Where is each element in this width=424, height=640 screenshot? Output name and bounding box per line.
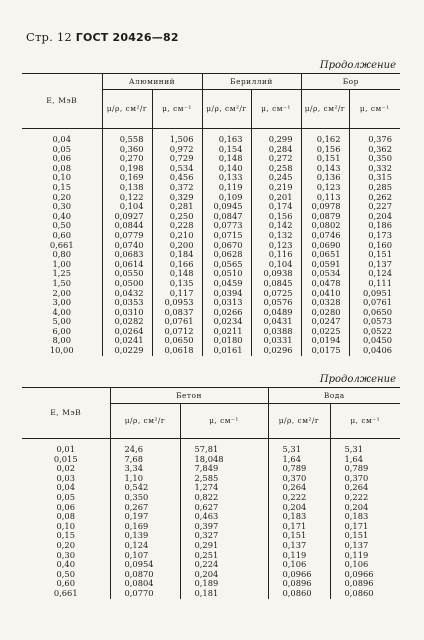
mass-coefficient-header: μ/ρ, см²/г	[301, 90, 349, 129]
value-cell: 0,107	[110, 551, 180, 561]
value-cell: 0,171	[268, 522, 330, 532]
value-cell: 0,0966	[268, 570, 330, 580]
energy-cell: 10,00	[49, 345, 74, 356]
energy-cell: 0,01	[56, 444, 75, 454]
table-row	[22, 308, 400, 318]
value-cell: 0,139	[110, 531, 180, 541]
value-cell: 0,251	[180, 551, 268, 561]
material-header-concrete: Бетон	[110, 388, 268, 404]
page-number: Стр. 12	[26, 30, 72, 44]
value-cell: 0,0264	[102, 327, 152, 337]
value-cell: 0,136	[301, 173, 349, 183]
energy-cell: 2,00	[52, 287, 71, 298]
value-cell: 0,463	[180, 512, 268, 522]
energy-cell: 0,08	[56, 511, 75, 522]
value-cell: 0,204	[330, 503, 400, 513]
value-cell: 0,162	[301, 135, 349, 145]
value-cell: 0,137	[330, 541, 400, 551]
value-cell: 0,315	[349, 173, 400, 183]
table-row	[22, 317, 400, 327]
value-cell: 0,116	[251, 250, 301, 260]
value-cell: 0,281	[152, 202, 202, 212]
value-cell: 0,0510	[202, 269, 251, 279]
linear-coefficient-header: μ, см⁻¹	[330, 404, 400, 439]
energy-cell: 0,05	[56, 491, 75, 502]
value-cell: 0,0353	[102, 298, 152, 308]
value-cell: 0,184	[152, 250, 202, 260]
material-header-water: Вода	[268, 388, 400, 404]
value-cell: 0,0280	[301, 308, 349, 318]
value-cell: 0,329	[152, 193, 202, 203]
energy-cell: 0,08	[52, 162, 71, 173]
value-cell: 0,119	[330, 551, 400, 561]
energy-cell: 0,10	[52, 172, 71, 183]
value-cell: 0,822	[180, 493, 268, 503]
table-row	[22, 336, 400, 346]
energy-cell: 0,40	[56, 559, 75, 570]
value-cell: 0,0431	[251, 317, 301, 327]
value-cell: 0,285	[349, 183, 400, 193]
value-cell: 0,119	[268, 551, 330, 561]
value-cell: 0,397	[180, 522, 268, 532]
value-cell: 0,104	[102, 202, 152, 212]
energy-cell: 0,20	[56, 539, 75, 550]
value-cell: 0,0229	[102, 346, 152, 356]
value-cell: 5,31	[268, 445, 330, 455]
value-cell: 0,0927	[102, 212, 152, 222]
value-cell: 0,0690	[301, 241, 349, 251]
material-header-boron: Бор	[301, 74, 400, 90]
value-cell: 0,166	[152, 260, 202, 270]
material-header-beryllium: Бериллий	[202, 74, 301, 90]
value-cell: 1,64	[268, 455, 330, 465]
table-row	[22, 164, 400, 174]
energy-cell: 0,04	[52, 134, 71, 144]
value-cell: 0,0175	[301, 346, 349, 356]
value-cell: 0,124	[349, 269, 400, 279]
value-cell: 0,0489	[251, 308, 301, 318]
value-cell: 0,534	[152, 164, 202, 174]
value-cell: 1,506	[152, 135, 202, 145]
energy-cell: 0,15	[52, 181, 71, 192]
value-cell: 0,250	[152, 212, 202, 222]
value-cell: 0,264	[330, 483, 400, 493]
value-cell: 5,31	[330, 445, 400, 455]
table-row	[22, 250, 400, 260]
value-cell: 0,151	[301, 154, 349, 164]
value-cell: 0,0945	[202, 202, 251, 212]
value-cell: 0,0860	[330, 589, 400, 599]
value-cell: 0,106	[268, 560, 330, 570]
value-cell: 57,81	[180, 445, 268, 455]
value-cell: 0,0225	[301, 327, 349, 337]
value-cell: 0,135	[152, 279, 202, 289]
table-row	[22, 202, 400, 212]
value-cell: 0,151	[349, 250, 400, 260]
energy-cell: 6,00	[52, 325, 71, 336]
value-cell: 0,0670	[202, 241, 251, 251]
value-cell: 0,204	[268, 503, 330, 513]
value-cell: 0,117	[152, 289, 202, 299]
value-cell: 0,171	[330, 522, 400, 532]
value-cell: 0,183	[268, 512, 330, 522]
value-cell: 0,119	[202, 183, 251, 193]
value-cell: 0,0966	[330, 570, 400, 580]
energy-cell: 5,00	[52, 316, 71, 327]
mass-coefficient-header: μ/ρ, см²/г	[110, 404, 180, 439]
energy-cell: 0,015	[53, 453, 78, 464]
continuation-label: Продолжение	[319, 60, 396, 71]
value-cell: 0,228	[152, 221, 202, 231]
value-cell: 0,169	[102, 173, 152, 183]
value-cell: 0,0234	[202, 317, 251, 327]
value-cell: 0,156	[251, 212, 301, 222]
table-row	[22, 173, 400, 183]
energy-cell: 0,60	[52, 229, 71, 240]
value-cell: 0,291	[180, 541, 268, 551]
energy-cell: 0,10	[56, 520, 75, 531]
value-cell: 0,0844	[102, 221, 152, 231]
value-cell: 0,972	[152, 145, 202, 155]
value-cell: 0,299	[251, 135, 301, 145]
value-cell: 0,0266	[202, 308, 251, 318]
value-cell: 1,64	[330, 455, 400, 465]
value-cell: 0,0628	[202, 250, 251, 260]
value-cell: 0,350	[110, 493, 180, 503]
value-cell: 0,0211	[202, 327, 251, 337]
value-cell: 0,174	[251, 202, 301, 212]
energy-cell: 0,50	[56, 568, 75, 579]
value-cell: 0,0761	[152, 317, 202, 327]
value-cell: 0,183	[330, 512, 400, 522]
energy-cell: 3,00	[52, 297, 71, 308]
value-cell: 0,0459	[202, 279, 251, 289]
energy-cell: 0,50	[52, 220, 71, 231]
value-cell: 0,284	[251, 145, 301, 155]
value-cell: 0,0802	[301, 221, 349, 231]
table-row	[22, 212, 400, 222]
energy-cell: 0,04	[56, 482, 75, 493]
energy-cell: 1,25	[52, 268, 71, 279]
value-cell: 0,0241	[102, 336, 152, 346]
value-cell: 0,0938	[251, 269, 301, 279]
value-cell: 0,0410	[301, 289, 349, 299]
value-cell: 0,219	[251, 183, 301, 193]
mass-coefficient-header: μ/ρ, см²/г	[102, 90, 152, 129]
attenuation-table-concrete-water	[22, 387, 400, 599]
value-cell: 0,258	[251, 164, 301, 174]
table-row	[22, 279, 400, 289]
value-cell: 0,267	[110, 503, 180, 513]
value-cell: 0,224	[180, 560, 268, 570]
material-header-aluminium: Алюминий	[102, 74, 202, 90]
value-cell: 0,327	[180, 531, 268, 541]
table-row	[22, 589, 400, 599]
value-cell: 0,0534	[301, 269, 349, 279]
linear-coefficient-header: μ, см⁻¹	[251, 90, 301, 129]
table-row	[22, 183, 400, 193]
table-row	[22, 231, 400, 241]
value-cell: 0,0576	[251, 298, 301, 308]
value-cell: 0,222	[330, 493, 400, 503]
value-cell: 0,0194	[301, 336, 349, 346]
mass-coefficient-header: μ/ρ, см²/г	[268, 404, 330, 439]
value-cell: 24,6	[110, 445, 180, 455]
energy-cell: 0,03	[56, 472, 75, 483]
value-cell: 0,0712	[152, 327, 202, 337]
value-cell: 0,113	[301, 193, 349, 203]
value-cell: 0,181	[180, 589, 268, 599]
value-cell: 0,189	[180, 579, 268, 589]
value-cell: 0,0296	[251, 346, 301, 356]
value-cell: 0,0804	[110, 579, 180, 589]
value-cell: 0,143	[301, 164, 349, 174]
value-cell: 0,156	[301, 145, 349, 155]
value-cell: 0,148	[202, 154, 251, 164]
value-cell: 0,142	[251, 221, 301, 231]
table-row	[22, 346, 400, 356]
value-cell: 0,148	[152, 269, 202, 279]
energy-cell: 1,50	[52, 277, 71, 288]
value-cell: 0,627	[180, 503, 268, 513]
continuation-label: Продолжение	[319, 374, 396, 385]
value-cell: 0,173	[349, 231, 400, 241]
energy-cell: 0,80	[52, 249, 71, 260]
value-cell: 0,0650	[349, 308, 400, 318]
value-cell: 0,0550	[102, 269, 152, 279]
table-row	[22, 241, 400, 251]
value-cell: 0,0500	[102, 279, 152, 289]
value-cell: 0,140	[202, 164, 251, 174]
energy-cell: 0,20	[52, 191, 71, 202]
value-cell: 0,362	[349, 145, 400, 155]
value-cell: 7,68	[110, 455, 180, 465]
value-cell: 0,123	[301, 183, 349, 193]
table-row	[22, 260, 400, 270]
value-cell: 0,0388	[251, 327, 301, 337]
value-cell: 0,0180	[202, 336, 251, 346]
value-cell: 0,123	[251, 241, 301, 251]
energy-cell: 0,30	[52, 201, 71, 212]
value-cell: 0,0761	[349, 298, 400, 308]
value-cell: 0,0331	[251, 336, 301, 346]
value-cell: 0,0310	[102, 308, 152, 318]
value-cell: 0,0522	[349, 327, 400, 337]
energy-header: E, МэВ	[22, 74, 102, 129]
value-cell: 0,0837	[152, 308, 202, 318]
value-cell: 0,456	[152, 173, 202, 183]
linear-coefficient-header: μ, см⁻¹	[152, 90, 202, 129]
value-cell: 0,160	[349, 241, 400, 251]
value-cell: 0,376	[349, 135, 400, 145]
value-cell: 2,585	[180, 474, 268, 484]
value-cell: 0,0773	[202, 221, 251, 231]
energy-cell: 0,661	[49, 239, 74, 250]
table-row	[22, 269, 400, 279]
value-cell: 0,0978	[301, 202, 349, 212]
value-cell: 0,0847	[202, 212, 251, 222]
standard-code: ГОСТ 20426—82	[75, 31, 179, 44]
value-cell: 0,210	[152, 231, 202, 241]
energy-cell: 0,40	[52, 210, 71, 221]
value-cell: 0,0591	[301, 260, 349, 270]
value-cell: 0,104	[251, 260, 301, 270]
value-cell: 0,163	[202, 135, 251, 145]
value-cell: 0,0953	[152, 298, 202, 308]
value-cell: 0,204	[180, 570, 268, 580]
value-cell: 0,264	[268, 483, 330, 493]
value-cell: 0,186	[349, 221, 400, 231]
value-cell: 0,0282	[102, 317, 152, 327]
energy-cell: 0,60	[56, 578, 75, 589]
value-cell: 0,154	[202, 145, 251, 155]
energy-cell: 1,00	[52, 258, 71, 269]
page-header	[26, 30, 179, 44]
value-cell: 0,169	[110, 522, 180, 532]
value-cell: 0,0725	[251, 289, 301, 299]
energy-cell: 0,15	[56, 530, 75, 541]
energy-cell: 0,661	[53, 587, 78, 598]
value-cell: 0,0954	[110, 560, 180, 570]
value-cell: 0,370	[268, 474, 330, 484]
value-cell: 0,789	[330, 464, 400, 474]
table-row	[22, 327, 400, 337]
value-cell: 0,0573	[349, 317, 400, 327]
value-cell: 0,0870	[110, 570, 180, 580]
value-cell: 0,789	[268, 464, 330, 474]
value-cell: 0,0161	[202, 346, 251, 356]
value-cell: 0,0614	[102, 260, 152, 270]
value-cell: 0,197	[110, 512, 180, 522]
energy-cell: 0,02	[56, 463, 75, 474]
value-cell: 0,0683	[102, 250, 152, 260]
table-row	[22, 145, 400, 155]
value-cell: 0,0247	[301, 317, 349, 327]
value-cell: 0,109	[202, 193, 251, 203]
value-cell: 0,272	[251, 154, 301, 164]
table-row	[22, 221, 400, 231]
value-cell: 0,222	[268, 493, 330, 503]
energy-cell: 0,05	[52, 143, 71, 154]
value-cell: 0,138	[102, 183, 152, 193]
value-cell: 0,350	[349, 154, 400, 164]
value-cell: 0,0779	[102, 231, 152, 241]
value-cell: 0,132	[251, 231, 301, 241]
value-cell: 0,558	[102, 135, 152, 145]
value-cell: 0,0650	[152, 336, 202, 346]
value-cell: 0,133	[202, 173, 251, 183]
value-cell: 0,122	[102, 193, 152, 203]
value-cell: 0,360	[102, 145, 152, 155]
value-cell: 0,0406	[349, 346, 400, 356]
value-cell: 1,10	[110, 474, 180, 484]
value-cell: 0,0951	[349, 289, 400, 299]
value-cell: 0,0845	[251, 279, 301, 289]
table-row	[22, 154, 400, 164]
value-cell: 0,151	[268, 531, 330, 541]
value-cell: 0,262	[349, 193, 400, 203]
value-cell: 0,137	[268, 541, 330, 551]
value-cell: 1,274	[180, 483, 268, 493]
value-cell: 0,0618	[152, 346, 202, 356]
value-cell: 0,201	[251, 193, 301, 203]
value-cell: 0,0394	[202, 289, 251, 299]
value-cell: 0,0770	[110, 589, 180, 599]
value-cell: 0,124	[110, 541, 180, 551]
value-cell: 0,106	[330, 560, 400, 570]
attenuation-table-metals	[22, 73, 400, 356]
value-cell: 0,0896	[330, 579, 400, 589]
value-cell: 0,204	[349, 212, 400, 222]
value-cell: 0,0879	[301, 212, 349, 222]
energy-cell: 0,06	[52, 153, 71, 164]
value-cell: 0,0450	[349, 336, 400, 346]
value-cell: 0,0715	[202, 231, 251, 241]
energy-cell: 4,00	[52, 306, 71, 317]
energy-cell: 8,00	[52, 335, 71, 346]
value-cell: 0,198	[102, 164, 152, 174]
linear-coefficient-header: μ, см⁻¹	[349, 90, 400, 129]
value-cell: 0,151	[330, 531, 400, 541]
value-cell: 0,0651	[301, 250, 349, 260]
energy-cell: 0,30	[56, 549, 75, 560]
linear-coefficient-header: μ, см⁻¹	[180, 404, 268, 439]
value-cell: 0,270	[102, 154, 152, 164]
value-cell: 0,0740	[102, 241, 152, 251]
value-cell: 0,372	[152, 183, 202, 193]
energy-header: E, МэВ	[22, 388, 110, 439]
mass-coefficient-header: μ/ρ, см²/г	[202, 90, 251, 129]
table-row	[22, 289, 400, 299]
value-cell: 0,200	[152, 241, 202, 251]
table-row	[22, 193, 400, 203]
value-cell: 0,111	[349, 279, 400, 289]
value-cell: 0,0328	[301, 298, 349, 308]
value-cell: 0,0313	[202, 298, 251, 308]
energy-cell: 0,06	[56, 501, 75, 512]
value-cell: 0,0432	[102, 289, 152, 299]
value-cell: 0,0565	[202, 260, 251, 270]
value-cell: 0,245	[251, 173, 301, 183]
value-cell: 0,0746	[301, 231, 349, 241]
value-cell: 0,227	[349, 202, 400, 212]
value-cell: 0,332	[349, 164, 400, 174]
value-cell: 0,0896	[268, 579, 330, 589]
value-cell: 18,048	[180, 455, 268, 465]
table-row	[22, 135, 400, 145]
value-cell: 0,370	[330, 474, 400, 484]
value-cell: 0,729	[152, 154, 202, 164]
value-cell: 0,0860	[268, 589, 330, 599]
value-cell: 3,34	[110, 464, 180, 474]
table-row	[22, 298, 400, 308]
value-cell: 0,137	[349, 260, 400, 270]
value-cell: 0,542	[110, 483, 180, 493]
value-cell: 0,0478	[301, 279, 349, 289]
value-cell: 7,849	[180, 464, 268, 474]
